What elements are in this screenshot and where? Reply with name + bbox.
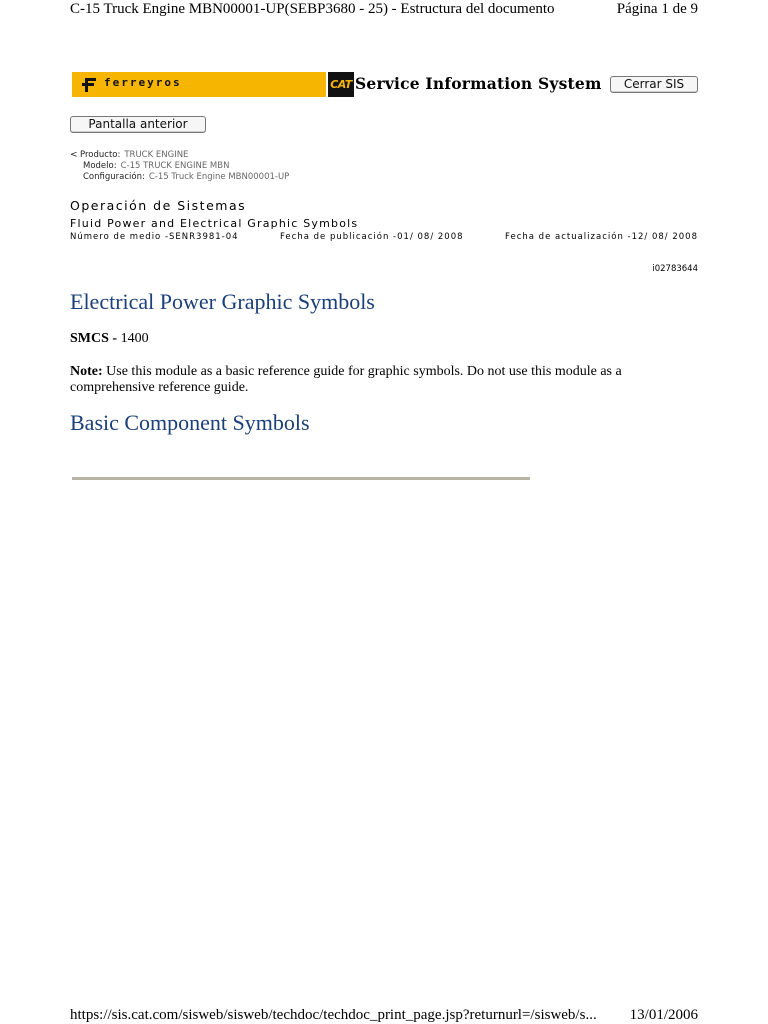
chevron-left-icon[interactable]: < [70,150,78,160]
close-sis-button[interactable]: Cerrar SIS [610,76,698,93]
config-value: C-15 Truck Engine MBN00001-UP [148,172,290,182]
model-label: Modelo: [83,161,117,171]
back-button[interactable]: Pantalla anterior [70,116,206,133]
section-title: Operación de Sistemas [70,198,247,213]
page-title: Electrical Power Graphic Symbols [70,289,375,314]
note-label: Note: [70,364,103,379]
print-footer [70,1006,698,1024]
brand-name: ferreyros [104,76,182,89]
print-header [70,0,698,18]
document-id: i02783644 [652,264,698,274]
sis-title: Service Information System [355,74,602,93]
print-header-title: C-15 Truck Engine MBN00001-UP(SEBP3680 - 25) - Estructura del documento [70,1,555,17]
print-footer-date: 13/01/2006 [629,1007,698,1023]
product-label: Producto: [80,150,121,160]
print-header-page: Página 1 de 9 [616,1,698,17]
product-value: TRUCK ENGINE [124,150,189,160]
config-label: Configuración: [83,172,145,182]
breadcrumb [70,150,289,183]
smcs-label: SMCS - [70,331,118,346]
model-value: C-15 TRUCK ENGINE MBN [120,161,230,171]
ferreyros-logo-icon [82,77,96,92]
smcs-line [70,331,149,347]
divider [72,477,530,480]
update-date: Fecha de actualización -12/ 08/ 2008 [505,232,698,242]
section-heading: Basic Component Symbols [70,410,310,435]
section-subtitle: Fluid Power and Electrical Graphic Symbols [70,217,359,230]
document-meta [70,232,698,244]
print-footer-url: https://sis.cat.com/sisweb/sisweb/techdoc/techdoc_print_page.jsp?returnurl=/sisweb/s... [70,1007,597,1023]
cat-logo: CAT [328,72,354,97]
ferreyros-banner [72,72,326,97]
smcs-value: 1400 [120,331,149,346]
note-text: Use this module as a basic reference guide for graphic symbols. Do not use this module as a comprehensive reference guide. [70,364,622,395]
note-paragraph [70,364,690,396]
media-number: Número de medio -SENR3981-04 [70,232,239,242]
publication-date: Fecha de publicación -01/ 08/ 2008 [280,232,464,242]
